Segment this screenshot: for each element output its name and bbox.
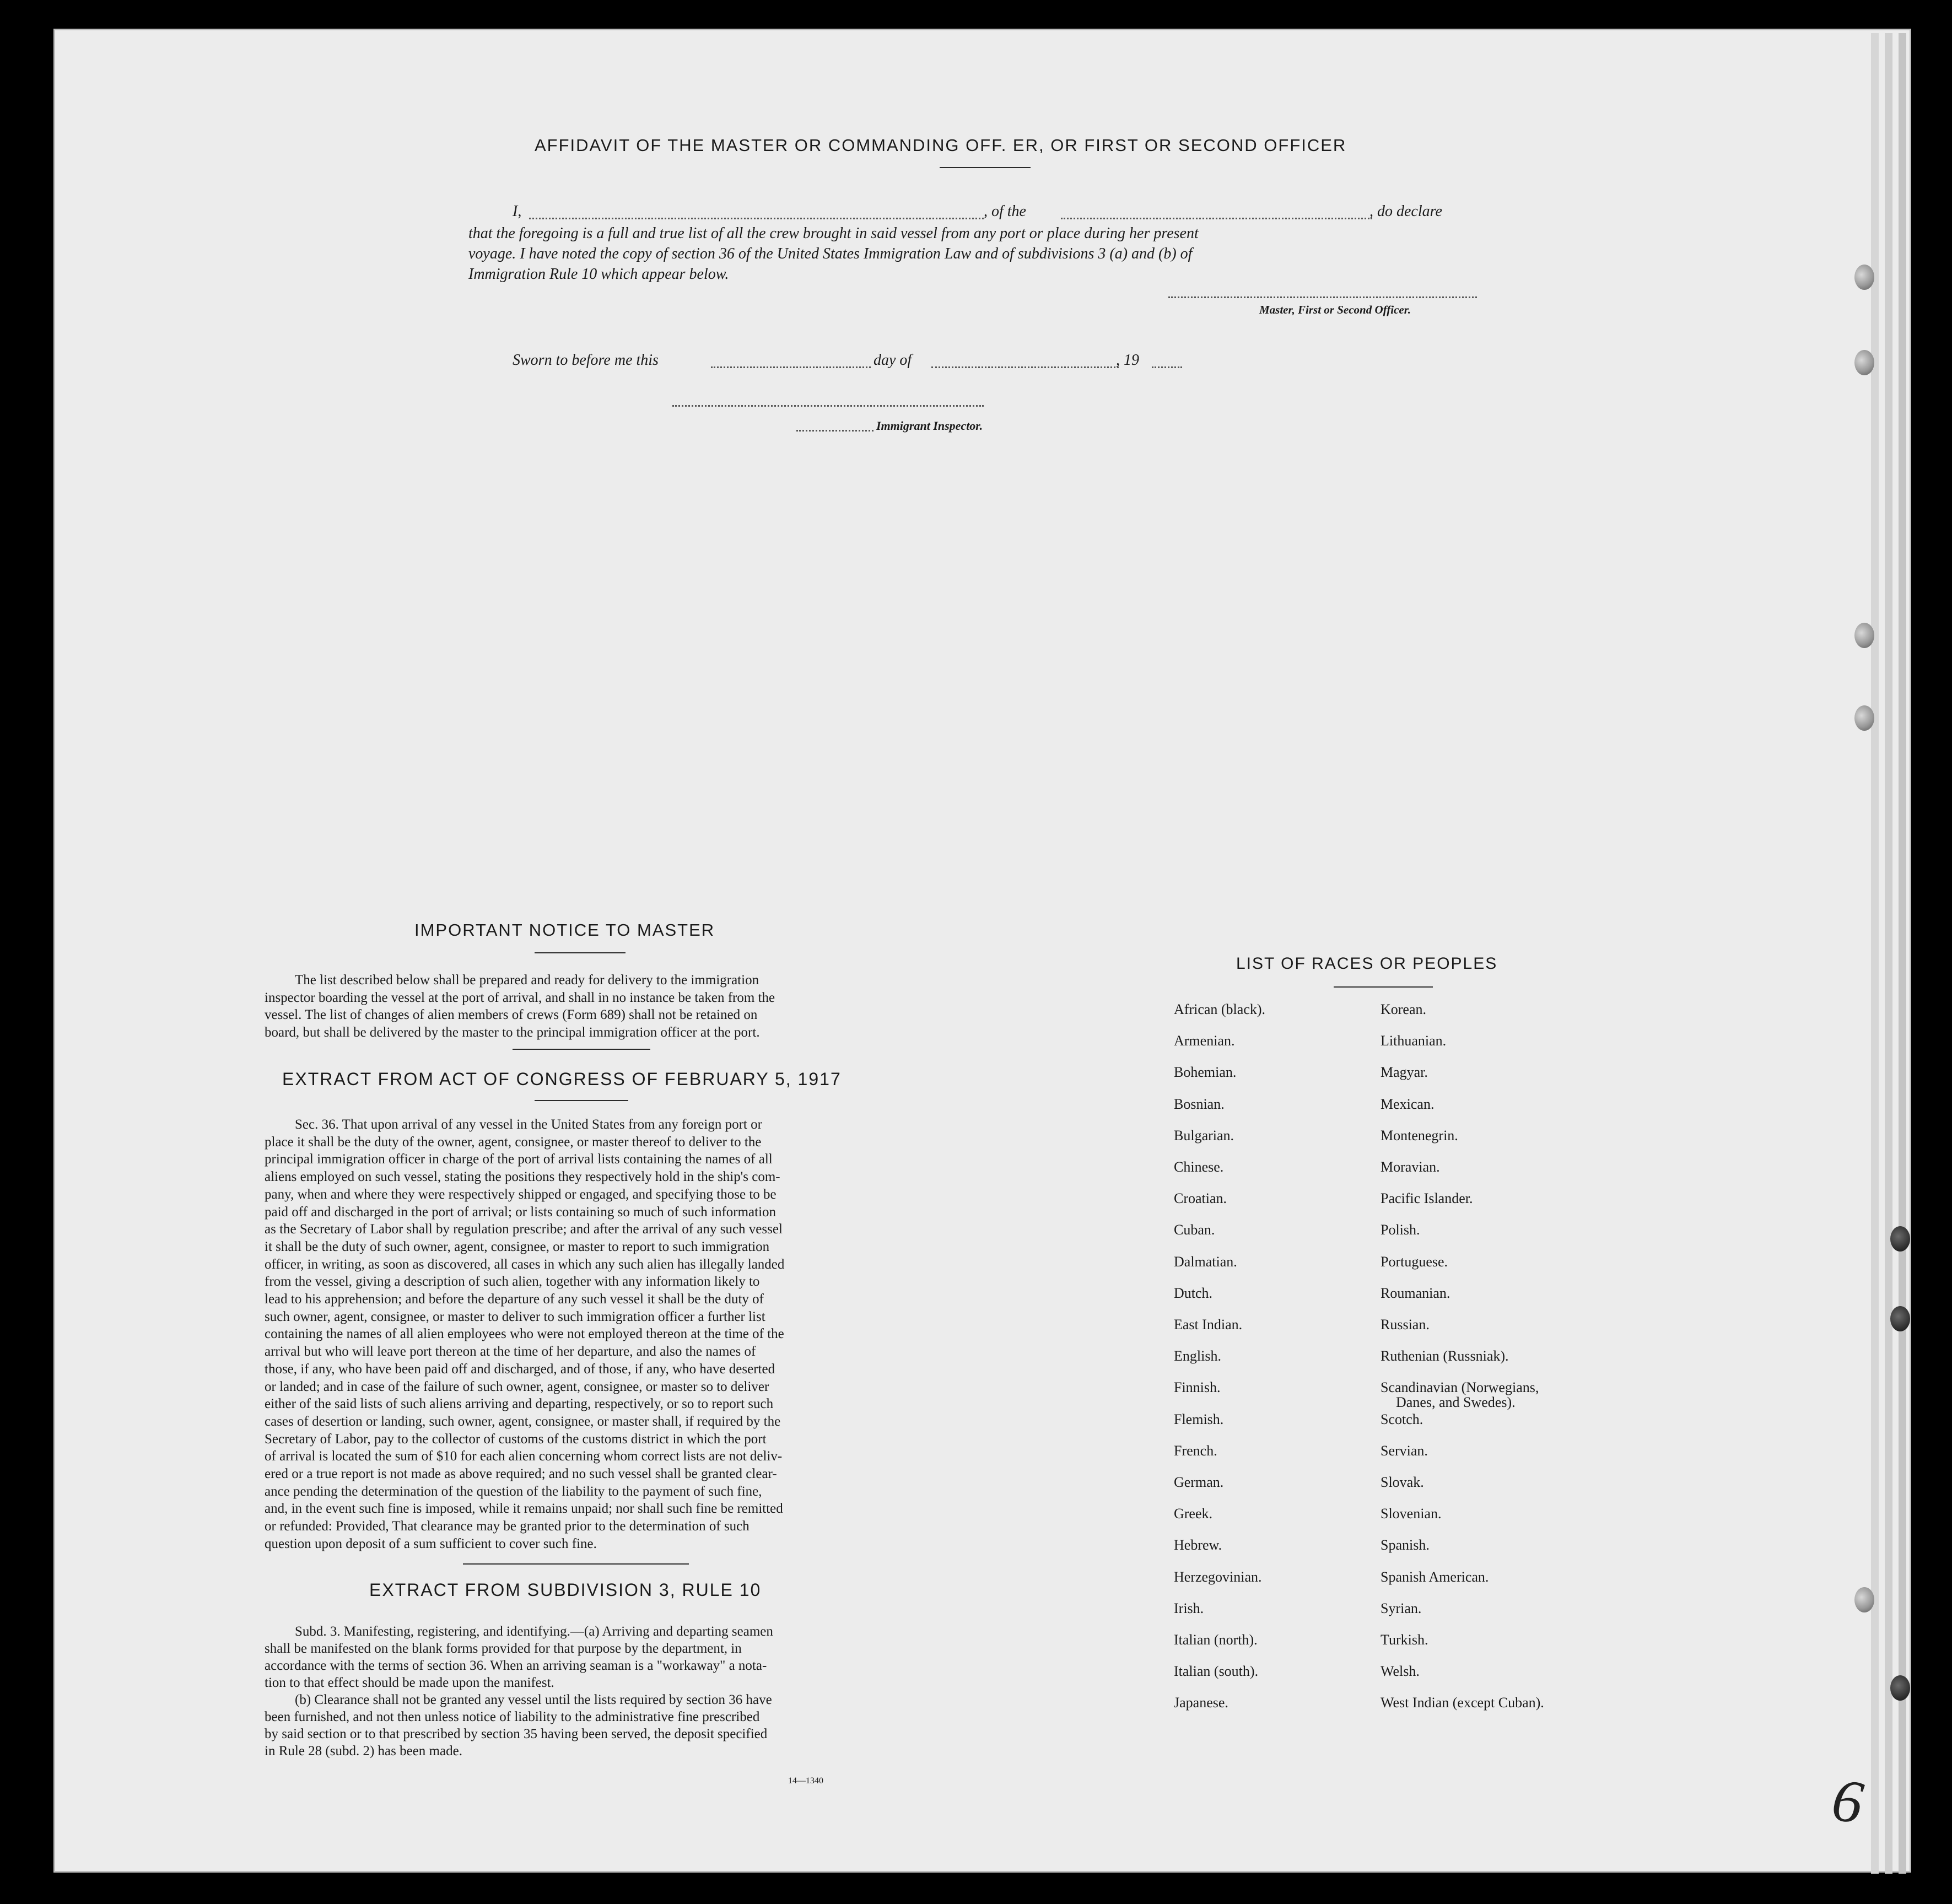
affidavit-i: I,: [513, 203, 522, 220]
race-item: Spanish American.: [1381, 1569, 1489, 1585]
race-item-continuation: Danes, and Swedes).: [1396, 1394, 1516, 1410]
race-item: Greek.: [1174, 1506, 1213, 1522]
race-item: Italian (north).: [1174, 1632, 1258, 1648]
race-item: Welsh.: [1381, 1663, 1420, 1679]
rule-body: [265, 1623, 887, 1760]
name-blank: [529, 218, 984, 219]
race-item: Turkish.: [1381, 1632, 1428, 1648]
act-line: and, in the event such fine is imposed, while it remains unpaid; nor shall such fine be remitted: [265, 1501, 783, 1517]
race-item: Croatian.: [1174, 1190, 1227, 1206]
affidavit-line2: that the foregoing is a full and true list of all the crew brought in said vessel from any port or place during her present: [468, 225, 1199, 242]
act-line: as the Secretary of Labor shall by regulation prescribe; and after the arrival of any such vessel: [265, 1222, 783, 1237]
act-line: officer, in writing, as soon as discovered, all cases in which any such alien has illegally landed: [265, 1256, 785, 1272]
section-rule: [463, 1563, 689, 1565]
heading-rule: [535, 952, 625, 953]
race-item: Dutch.: [1174, 1285, 1213, 1301]
race-item: East Indian.: [1174, 1317, 1243, 1333]
signature-label: Master, First or Second Officer.: [1259, 303, 1411, 316]
act-line: or landed; and in case of the failure of such owner, agent, consignee, or master so to deliver: [265, 1379, 769, 1394]
heading-rule: [940, 167, 1031, 168]
act-body: [265, 1116, 887, 1553]
race-item: Flemish.: [1174, 1411, 1224, 1427]
act-line: question upon deposit of a sum sufficient to cover such fine.: [265, 1536, 597, 1551]
rule-line: in Rule 28 (subd. 2) has been made.: [265, 1744, 462, 1759]
form-number: 14—1340: [788, 1776, 823, 1786]
race-item: West Indian (except Cuban).: [1381, 1695, 1544, 1711]
race-item: Portuguese.: [1381, 1254, 1448, 1270]
act-line: either of the said lists of such aliens arriving and departing, respectively, or so to report such: [265, 1396, 774, 1412]
race-item: Moravian.: [1381, 1159, 1440, 1175]
race-item: Slovenian.: [1381, 1506, 1442, 1522]
race-item: Bosnian.: [1174, 1096, 1225, 1112]
vessel-blank: [1061, 218, 1372, 219]
race-item: Spanish.: [1381, 1537, 1430, 1553]
race-item: Syrian.: [1381, 1600, 1422, 1616]
rule-line: (b) Clearance shall not be granted any vessel until the lists required by section 36 have: [295, 1692, 772, 1707]
act-line: arrival but who will leave port thereon at the time of her departure, and also the names of: [265, 1344, 756, 1360]
punch-hole: [1890, 1226, 1910, 1252]
notice-body: [265, 972, 887, 1041]
affidavit-line3: voyage. I have noted the copy of section 36 of the United States Immigration Law and of subdivisions 3 (a) and (b) of: [468, 245, 1193, 262]
race-item: Pacific Islander.: [1381, 1190, 1473, 1206]
act-line: Sec. 36. That upon arrival of any vessel in the United States from any foreign port or: [295, 1117, 762, 1132]
punch-hole: [1854, 350, 1874, 375]
race-item: Polish.: [1381, 1222, 1420, 1238]
day-blank: [711, 366, 871, 368]
race-item: French.: [1174, 1443, 1217, 1459]
race-item: Korean.: [1381, 1001, 1427, 1017]
act-line: or refunded: Provided, That clearance may be granted prior to the determination of such: [265, 1519, 749, 1534]
rule-line: been furnished, and not then unless notice of liability to the administrative fine prescribed: [265, 1709, 760, 1724]
race-item: Slovak.: [1381, 1474, 1424, 1490]
rule-line: accordance with the terms of section 36. When an arriving seaman is a "workaway" a nota-: [265, 1658, 767, 1673]
signature-blank: [1168, 296, 1477, 298]
act-line: lead to his apprehension; and before the departure of any such vessel it shall be the duty of: [265, 1292, 764, 1307]
punch-hole: [1854, 705, 1874, 731]
act-line: it shall be the duty of such owner, agent, consignee, or master to report to such immigration: [265, 1239, 770, 1254]
race-item: Japanese.: [1174, 1695, 1228, 1711]
race-item: Scandinavian (Norwegians,: [1381, 1379, 1539, 1395]
act-heading: EXTRACT FROM ACT OF CONGRESS OF FEBRUARY 5, 1917: [282, 1069, 842, 1089]
month-blank: [931, 366, 1119, 368]
punch-hole: [1854, 1587, 1874, 1612]
act-line: such owner, agent, consignee, or master to deliver to such immigration officer a further list: [265, 1309, 765, 1324]
rule-line: Subd. 3. Manifesting, registering, and identifying.—(a) Arriving and departing seamen: [295, 1624, 773, 1639]
page-edge: [1899, 33, 1906, 1874]
year-text: , 19: [1116, 352, 1139, 369]
race-item: Lithuanian.: [1381, 1033, 1447, 1049]
act-line: cases of desertion or landing, such owner, agent, consignee, or master shall, if required by the: [265, 1414, 781, 1429]
punch-hole: [1854, 265, 1874, 290]
race-item: Bulgarian.: [1174, 1128, 1234, 1144]
race-item: Bohemian.: [1174, 1064, 1237, 1080]
sworn-text: Sworn to before me this: [513, 352, 659, 369]
document-page: [55, 30, 1910, 1871]
punch-hole: [1890, 1675, 1910, 1701]
notice-line: The list described below shall be prepared and ready for delivery to the immigration: [295, 973, 759, 988]
act-line: containing the names of all alien employees who were not employed thereon at the time of the: [265, 1326, 784, 1342]
notice-line: inspector boarding the vessel at the port of arrival, and shall in no instance be taken from the: [265, 990, 775, 1005]
act-line: ance pending the determination of the question of the liability to the payment of such fine,: [265, 1484, 762, 1499]
act-line: from the vessel, giving a description of such alien, together with any information likely to: [265, 1274, 760, 1290]
race-item: Mexican.: [1381, 1096, 1435, 1112]
act-line: principal immigration officer in charge of the port of arrival lists containing the names of all: [265, 1152, 773, 1167]
notice-heading: IMPORTANT NOTICE TO MASTER: [414, 920, 715, 940]
act-line: paid off and discharged in the port of arrival; or lists containing so much of such information: [265, 1204, 777, 1220]
act-line: pany, when and where they were respectively shipped or engaged, and specifying those to be: [265, 1186, 777, 1202]
race-item: Magyar.: [1381, 1064, 1428, 1080]
year-blank: [1152, 366, 1182, 368]
act-line: those, if any, who have been paid off and discharged, and of those, if any, who have deserted: [265, 1361, 775, 1377]
affidavit-of-the: , of the: [984, 203, 1026, 220]
notice-line: vessel. The list of changes of alien members of crews (Form 689) shall not be retained on: [265, 1007, 758, 1023]
heading-rule: [535, 1100, 628, 1101]
race-item: Irish.: [1174, 1600, 1204, 1616]
race-item: Italian (south).: [1174, 1663, 1259, 1679]
day-of-text: day of: [873, 352, 912, 369]
race-item: Dalmatian.: [1174, 1254, 1237, 1270]
race-item: Finnish.: [1174, 1379, 1221, 1395]
page-edge: [1885, 33, 1892, 1874]
rule-heading: EXTRACT FROM SUBDIVISION 3, RULE 10: [369, 1580, 762, 1600]
race-item: Armenian.: [1174, 1033, 1235, 1049]
race-item: Montenegrin.: [1381, 1128, 1458, 1144]
race-item: Cuban.: [1174, 1222, 1215, 1238]
race-item: African (black).: [1174, 1001, 1266, 1017]
act-line: aliens employed on such vessel, stating the positions they respectively hold in the ship's com-: [265, 1169, 780, 1185]
notice-line: board, but shall be delivered by the master to the principal immigration officer at the port.: [265, 1024, 760, 1040]
act-line: Secretary of Labor, pay to the collector of customs of the customs district in which the port: [265, 1431, 767, 1447]
race-item: Hebrew.: [1174, 1537, 1222, 1553]
race-item: Servian.: [1381, 1443, 1428, 1459]
inspector-label: Immigrant Inspector.: [876, 419, 983, 433]
inspector-blank-2: [796, 430, 873, 431]
section-rule: [513, 1049, 650, 1050]
rule-line: tion to that effect should be made upon the manifest.: [265, 1675, 554, 1690]
affidavit-declare: , do declare: [1369, 203, 1442, 220]
rule-line: shall be manifested on the blank forms provided for that purpose by the department, in: [265, 1641, 742, 1656]
affidavit-line4: Immigration Rule 10 which appear below.: [468, 266, 729, 283]
race-item: English.: [1174, 1348, 1221, 1364]
heading-rule: [1334, 986, 1433, 988]
race-item: Ruthenian (Russniak).: [1381, 1348, 1509, 1364]
act-line: place it shall be the duty of the owner, agent, consignee, or master thereof to deliver to the: [265, 1134, 762, 1150]
race-item: Chinese.: [1174, 1159, 1224, 1175]
race-item: German.: [1174, 1474, 1224, 1490]
race-item: Herzegovinian.: [1174, 1569, 1262, 1585]
inspector-blank: [672, 405, 984, 407]
punch-hole: [1854, 623, 1874, 648]
act-line: ered or a true report is not made as above required; and no such vessel shall be granted clear-: [265, 1466, 777, 1482]
races-heading: LIST OF RACES OR PEOPLES: [1236, 954, 1498, 973]
race-item: Roumanian.: [1381, 1285, 1450, 1301]
race-item: Russian.: [1381, 1317, 1430, 1333]
affidavit-heading: AFFIDAVIT OF THE MASTER OR COMMANDING OFF. ER, OR FIRST OR SECOND OFFICER: [535, 136, 1347, 155]
act-line: of arrival is located the sum of $10 for each alien concerning whom correct lists are not deliv-: [265, 1449, 783, 1464]
race-item: Scotch.: [1381, 1411, 1423, 1427]
rule-line: by said section or to that prescribed by section 35 having been served, the deposit specified: [265, 1727, 768, 1741]
punch-hole: [1890, 1306, 1910, 1331]
handwritten-mark: 6: [1827, 1765, 1868, 1837]
